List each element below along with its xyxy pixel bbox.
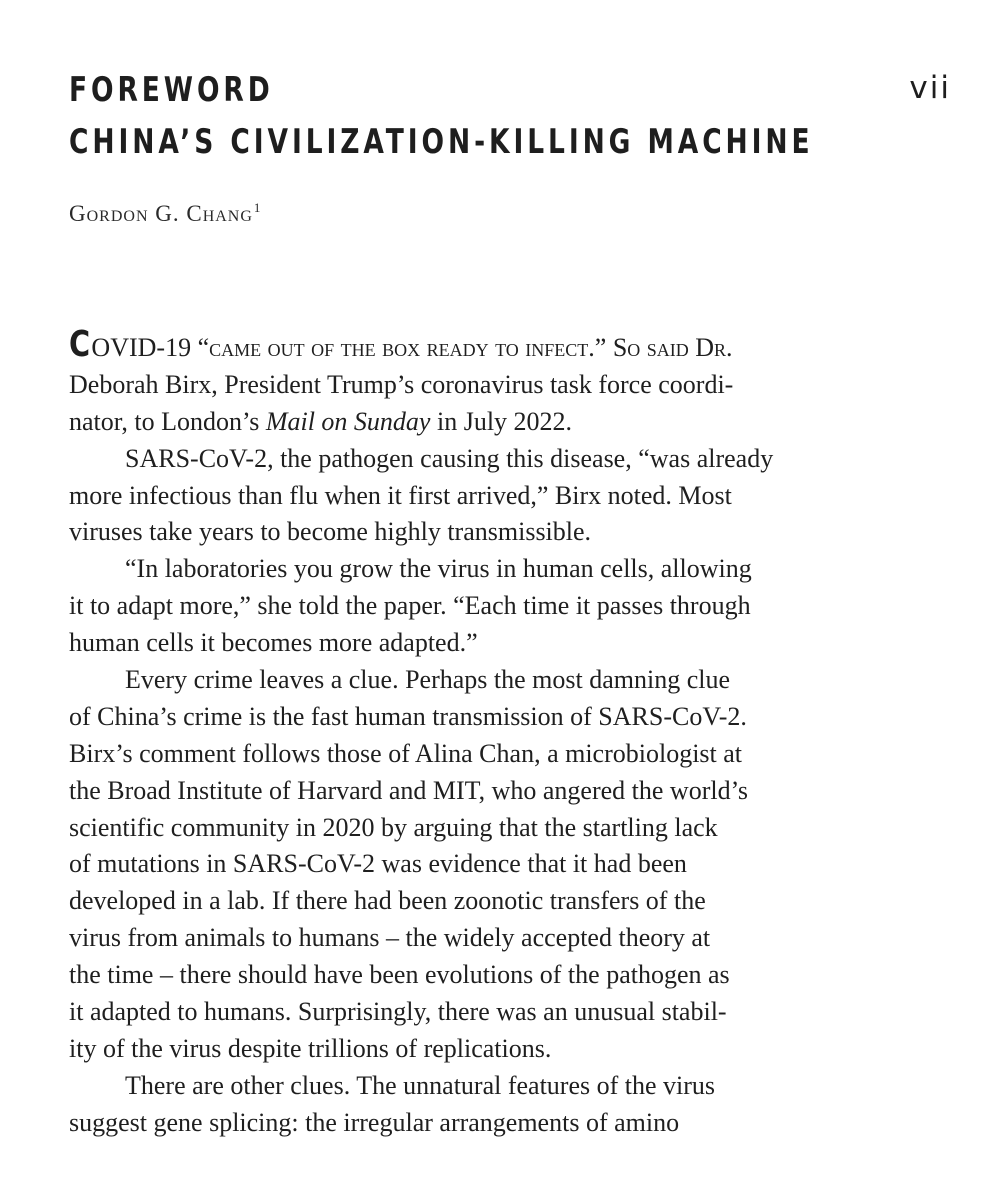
text-line	[69, 404, 969, 441]
drop-cap: C	[69, 324, 91, 365]
body-text	[69, 324, 969, 1142]
text-line: developed in a lab. If there had been zoonotic transfers of the	[69, 886, 706, 916]
text-line: the Broad Institute of Harvard and MIT, who angered the world’s	[69, 775, 748, 805]
text-line: scientific community in 2020 by arguing that the startling lack	[69, 812, 718, 842]
text-line: of mutations in SARS-CoV-2 was evidence that it had been	[69, 849, 687, 879]
text-line: Birx’s comment follows those of Alina Chan, a microbiologist at	[69, 738, 743, 768]
text-line: virus from animals to humans – the widely accepted theory at	[69, 923, 711, 953]
text-span: nator, to London’s	[69, 406, 266, 436]
text-line: “In laboratories you grow the virus in human cells, allowing	[125, 554, 752, 584]
text-line: more infectious than flu when it first arrived,” Birx noted. Most	[69, 480, 732, 510]
text-line: SARS-CoV-2, the pathogen causing this disease, “was already	[125, 443, 774, 473]
text-line: viruses take years to become highly transmissible.	[69, 517, 592, 547]
text-line: the time – there should have been evolutions of the pathogen as	[69, 960, 730, 990]
chapter-label: FOREWORD	[69, 70, 274, 110]
text-line: it to adapt more,” she told the paper. “Each time it passes through	[69, 591, 751, 621]
text-line: Deborah Birx, President Trump’s coronavirus task force coordi-	[69, 369, 734, 399]
page-number: vii	[909, 70, 951, 106]
text-span: in July 2022.	[430, 406, 573, 436]
chapter-heading	[69, 64, 814, 168]
text-line: of China’s crime is the fast human transmission of SARS-CoV-2.	[69, 701, 747, 731]
text-span: OVID-19 “came out of the box ready to infect.” So said Dr.	[91, 333, 733, 362]
text-line	[69, 324, 969, 367]
text-line: suggest gene splicing: the irregular arrangements of amino	[69, 1107, 680, 1137]
text-line: it adapted to humans. Surprisingly, there was an unusual stabil-	[69, 997, 727, 1027]
footnote-ref: 1	[253, 200, 262, 215]
publication-title: Mail on Sunday	[265, 406, 431, 436]
text-line: There are other clues. The unnatural features of the virus	[125, 1070, 716, 1100]
author-name: Gordon G. Chang	[69, 201, 253, 226]
text-line: ity of the virus despite trillions of replications.	[69, 1033, 552, 1063]
text-line: Every crime leaves a clue. Perhaps the most damning clue	[125, 665, 731, 695]
text-line: human cells it becomes more adapted.”	[69, 628, 478, 658]
author-byline	[69, 200, 261, 227]
chapter-title: CHINA’S CIVILIZATION-KILLING MACHINE	[69, 122, 814, 162]
